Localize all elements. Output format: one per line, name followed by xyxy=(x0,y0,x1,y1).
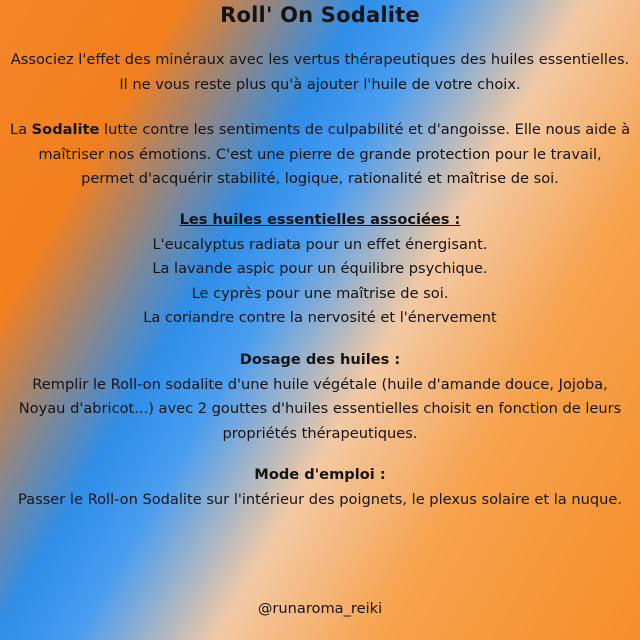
dosage-section xyxy=(0,348,640,446)
usage-line-1: Passer le Roll-on Sodalite sur l'intérieur des poignets, le plexus solaire et la nuque. xyxy=(18,490,622,508)
usage-heading: Mode d'emploi : xyxy=(254,466,386,483)
social-handle: @runaroma_reiki xyxy=(257,600,383,617)
sodalite-line-3: permet d'acquérir stabilité, logique, rationalité et maîtrise de soi. xyxy=(81,170,559,187)
sodalite-paragraph xyxy=(0,118,640,192)
essential-oil-item: Le cyprès pour une maîtrise de soi. xyxy=(191,284,449,302)
dosage-heading: Dosage des huiles : xyxy=(239,351,401,368)
intro-line-2: Il ne vous reste plus qu'à ajouter l'huile de votre choix. xyxy=(119,75,521,93)
sodalite-line-1 xyxy=(0,118,640,143)
dosage-line-3: propriétés thérapeutiques. xyxy=(222,424,418,442)
sodalite-line-2: maîtriser nos émotions. C'est une pierre de grande protection pour le travail, xyxy=(38,145,602,163)
usage-section xyxy=(0,463,640,512)
essential-oil-item: La coriandre contre la nervosité et l'énervement xyxy=(143,309,497,326)
sodalite-bold-word: Sodalite xyxy=(31,121,100,138)
essential-oil-item: La lavande aspic pour un équilibre psychique. xyxy=(152,260,488,277)
dosage-line-2: Noyau d'abricot...) avec 2 gouttes d'huiles essentielles choisit en fonction de leurs xyxy=(18,400,622,417)
sodalite-line-1-rest: lutte contre les sentiments de culpabilité et d'angoisse. Elle nous aide à xyxy=(99,121,631,138)
essential-oils-section xyxy=(0,208,640,331)
intro-line-1: Associez l'effet des minéraux avec les vertus thérapeutiques des huiles essentielles. xyxy=(10,51,630,68)
essential-oils-heading: Les huiles essentielles associées : xyxy=(179,211,461,228)
intro-paragraph xyxy=(0,48,640,97)
essential-oil-item: L'eucalyptus radiata pour un effet énergisant. xyxy=(152,235,488,253)
sodalite-prefix: La xyxy=(9,121,32,138)
dosage-line-1: Remplir le Roll-on sodalite d'une huile végétale (huile d'amande douce, Jojoba, xyxy=(32,375,608,393)
page-title: Roll' On Sodalite xyxy=(220,3,420,27)
